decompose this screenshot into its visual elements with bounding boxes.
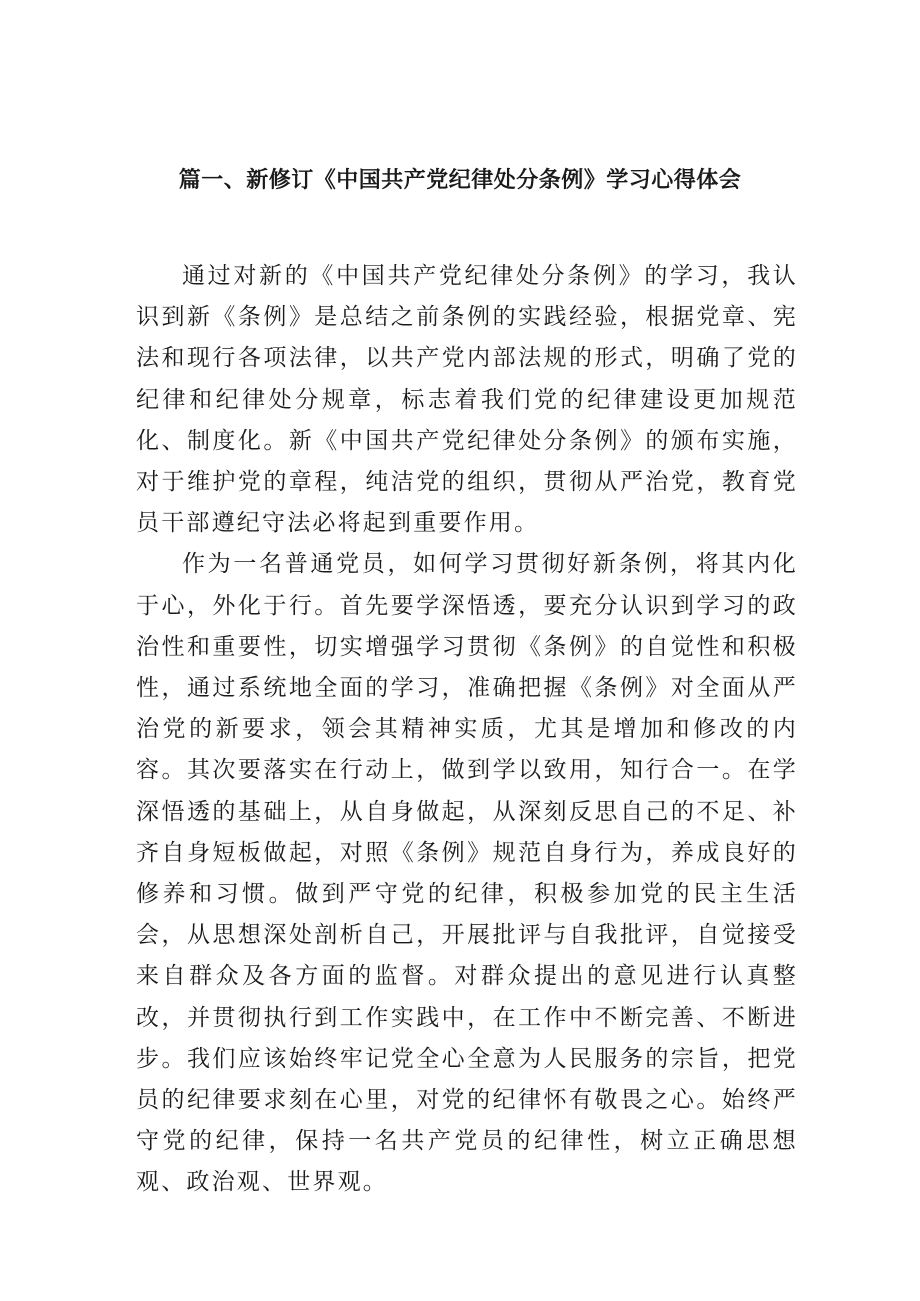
paragraph-2: 作为一名普通党员，如何学习贯彻好新条例，将其内化于心，外化于行。首先要学深悟透，要充分认识到学习的政治性和重要性，切实增强学习贯彻《条例》的自觉性和积极性，通过系统地全面的学习，准确把握《条例》对全面从严治党的新要求，领会其精神实质，尤其是增加和修改的内容。其次要落实在行动上，做到学以致用，知行合一。在学深悟透的基础上，从自身做起，从深刻反思自己的不足、补齐自身短板做起，对照《条例》规范自身行为，养成良好的修养和习惯。做到严守党的纪律，积极参加党的民主生活会，从思想深处剖析自己，开展批评与自我批评，自觉接受来自群众及各方面的监督。对群众提出的意见进行认真整改，并贯彻执行到工作实践中，在工作中不断完善、不断进步。我们应该始终牢记党全心全意为人民服务的宗旨，把党员的纪律要求刻在心里，对党的纪律怀有敬畏之心。始终严守党的纪律，保持一名共产党员的纪律性，树立正确思想观、政治观、世界观。 [136,551,798,1196]
paragraph-1: 通过对新的《中国共产党纪律处分条例》的学习，我认识到新《条例》是总结之前条例的实践经验，根据党章、宪法和现行各项法律，以共产党内部法规的形式，明确了党的纪律和纪律处分规章，标志着我们党的纪律建设更加规范化、制度化。新《中国共产党纪律处分条例》的颁布实施，对于维护党的章程，纯洁党的组织，贯彻从严治党，教育党员干部遵纪守法必将起到重要作用。 [136,263,798,537]
document-body [136,256,798,1204]
document-title: 篇一、新修订《中国共产党纪律处分条例》学习心得体会 [178,168,742,193]
